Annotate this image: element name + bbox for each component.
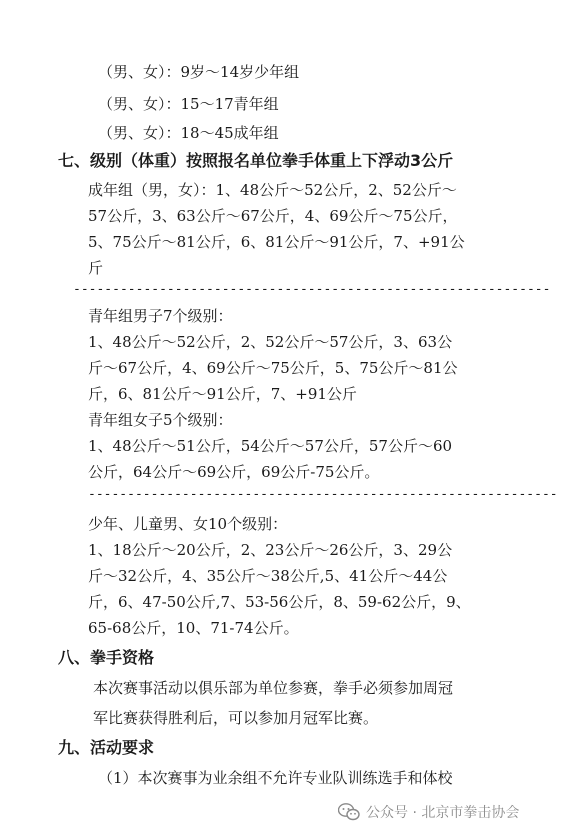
adult-weights-line-4: 斤 xyxy=(88,259,104,277)
youth-female-line-2: 公斤，64公斤～69公斤，69公斤-75公斤。 xyxy=(88,463,380,481)
youth-male-label: 青年组男子7个级别： xyxy=(88,307,233,325)
youth-male-line-3: 斤，6、81公斤～91公斤，7、+91公斤 xyxy=(88,385,357,403)
adult-weights-line-2: 57公斤，3、63公斤～67公斤，4、69公斤～75公斤， xyxy=(88,207,458,225)
age-group-youth-junior: （男、女）：9岁～14岁少年组 xyxy=(98,63,300,81)
watermark-text: 公众号 · 北京市拳击协会 xyxy=(366,805,520,821)
wechat-watermark xyxy=(338,800,519,824)
adult-weights-line-3: 5、75公斤～81公斤，6、81公斤～91公斤，7、+91公 xyxy=(88,233,465,251)
youth-male-line-1: 1、48公斤～52公斤，2、52公斤～57公斤，3、63公 xyxy=(88,333,453,351)
requirement-line-1: （1）本次赛事为业余组不允许专业队训练选手和体校 xyxy=(98,769,453,787)
youth-female-label: 青年组女子5个级别： xyxy=(88,411,233,429)
section-8-heading: 八、拳手资格 xyxy=(58,648,155,667)
age-group-adult: （男、女）：18～45成年组 xyxy=(98,124,279,142)
age-group-youth: （男、女）：15～17青年组 xyxy=(98,95,279,113)
adult-weights-line-1: 成年组（男，女）：1、48公斤～52公斤，2、52公斤～ xyxy=(88,181,457,199)
junior-label: 少年、儿童男、女10个级别： xyxy=(88,515,288,533)
wechat-icon xyxy=(338,803,360,821)
divider-2: ------------------------------------------------------------ xyxy=(88,487,558,502)
youth-female-line-1: 1、48公斤～51公斤，54公斤～57公斤，57公斤～60 xyxy=(88,437,453,455)
eligibility-line-1: 本次赛事活动以俱乐部为单位参赛，拳手必须参加周冠 xyxy=(93,679,454,697)
junior-line-2: 斤～32公斤，4、35公斤～38公斤,5、41公斤～44公 xyxy=(88,567,448,585)
junior-line-3: 斤，6、47-50公斤,7、53-56公斤，8、59-62公斤，9、 xyxy=(88,593,471,611)
eligibility-line-2: 军比赛获得胜利后，可以参加月冠军比赛。 xyxy=(93,709,379,727)
junior-line-4: 65-68公斤，10、71-74公斤。 xyxy=(88,619,299,637)
section-7-heading: 七、级别（体重）按照报名单位拳手体重上下浮动3公斤 xyxy=(58,151,454,170)
junior-line-1: 1、18公斤～20公斤，2、23公斤～26公斤，3、29公 xyxy=(88,541,453,559)
divider-1: ------------------------------------------------------------- xyxy=(73,282,551,297)
youth-male-line-2: 斤～67公斤，4、69公斤～75公斤，5、75公斤～81公 xyxy=(88,359,458,377)
section-9-heading: 九、活动要求 xyxy=(58,738,155,757)
